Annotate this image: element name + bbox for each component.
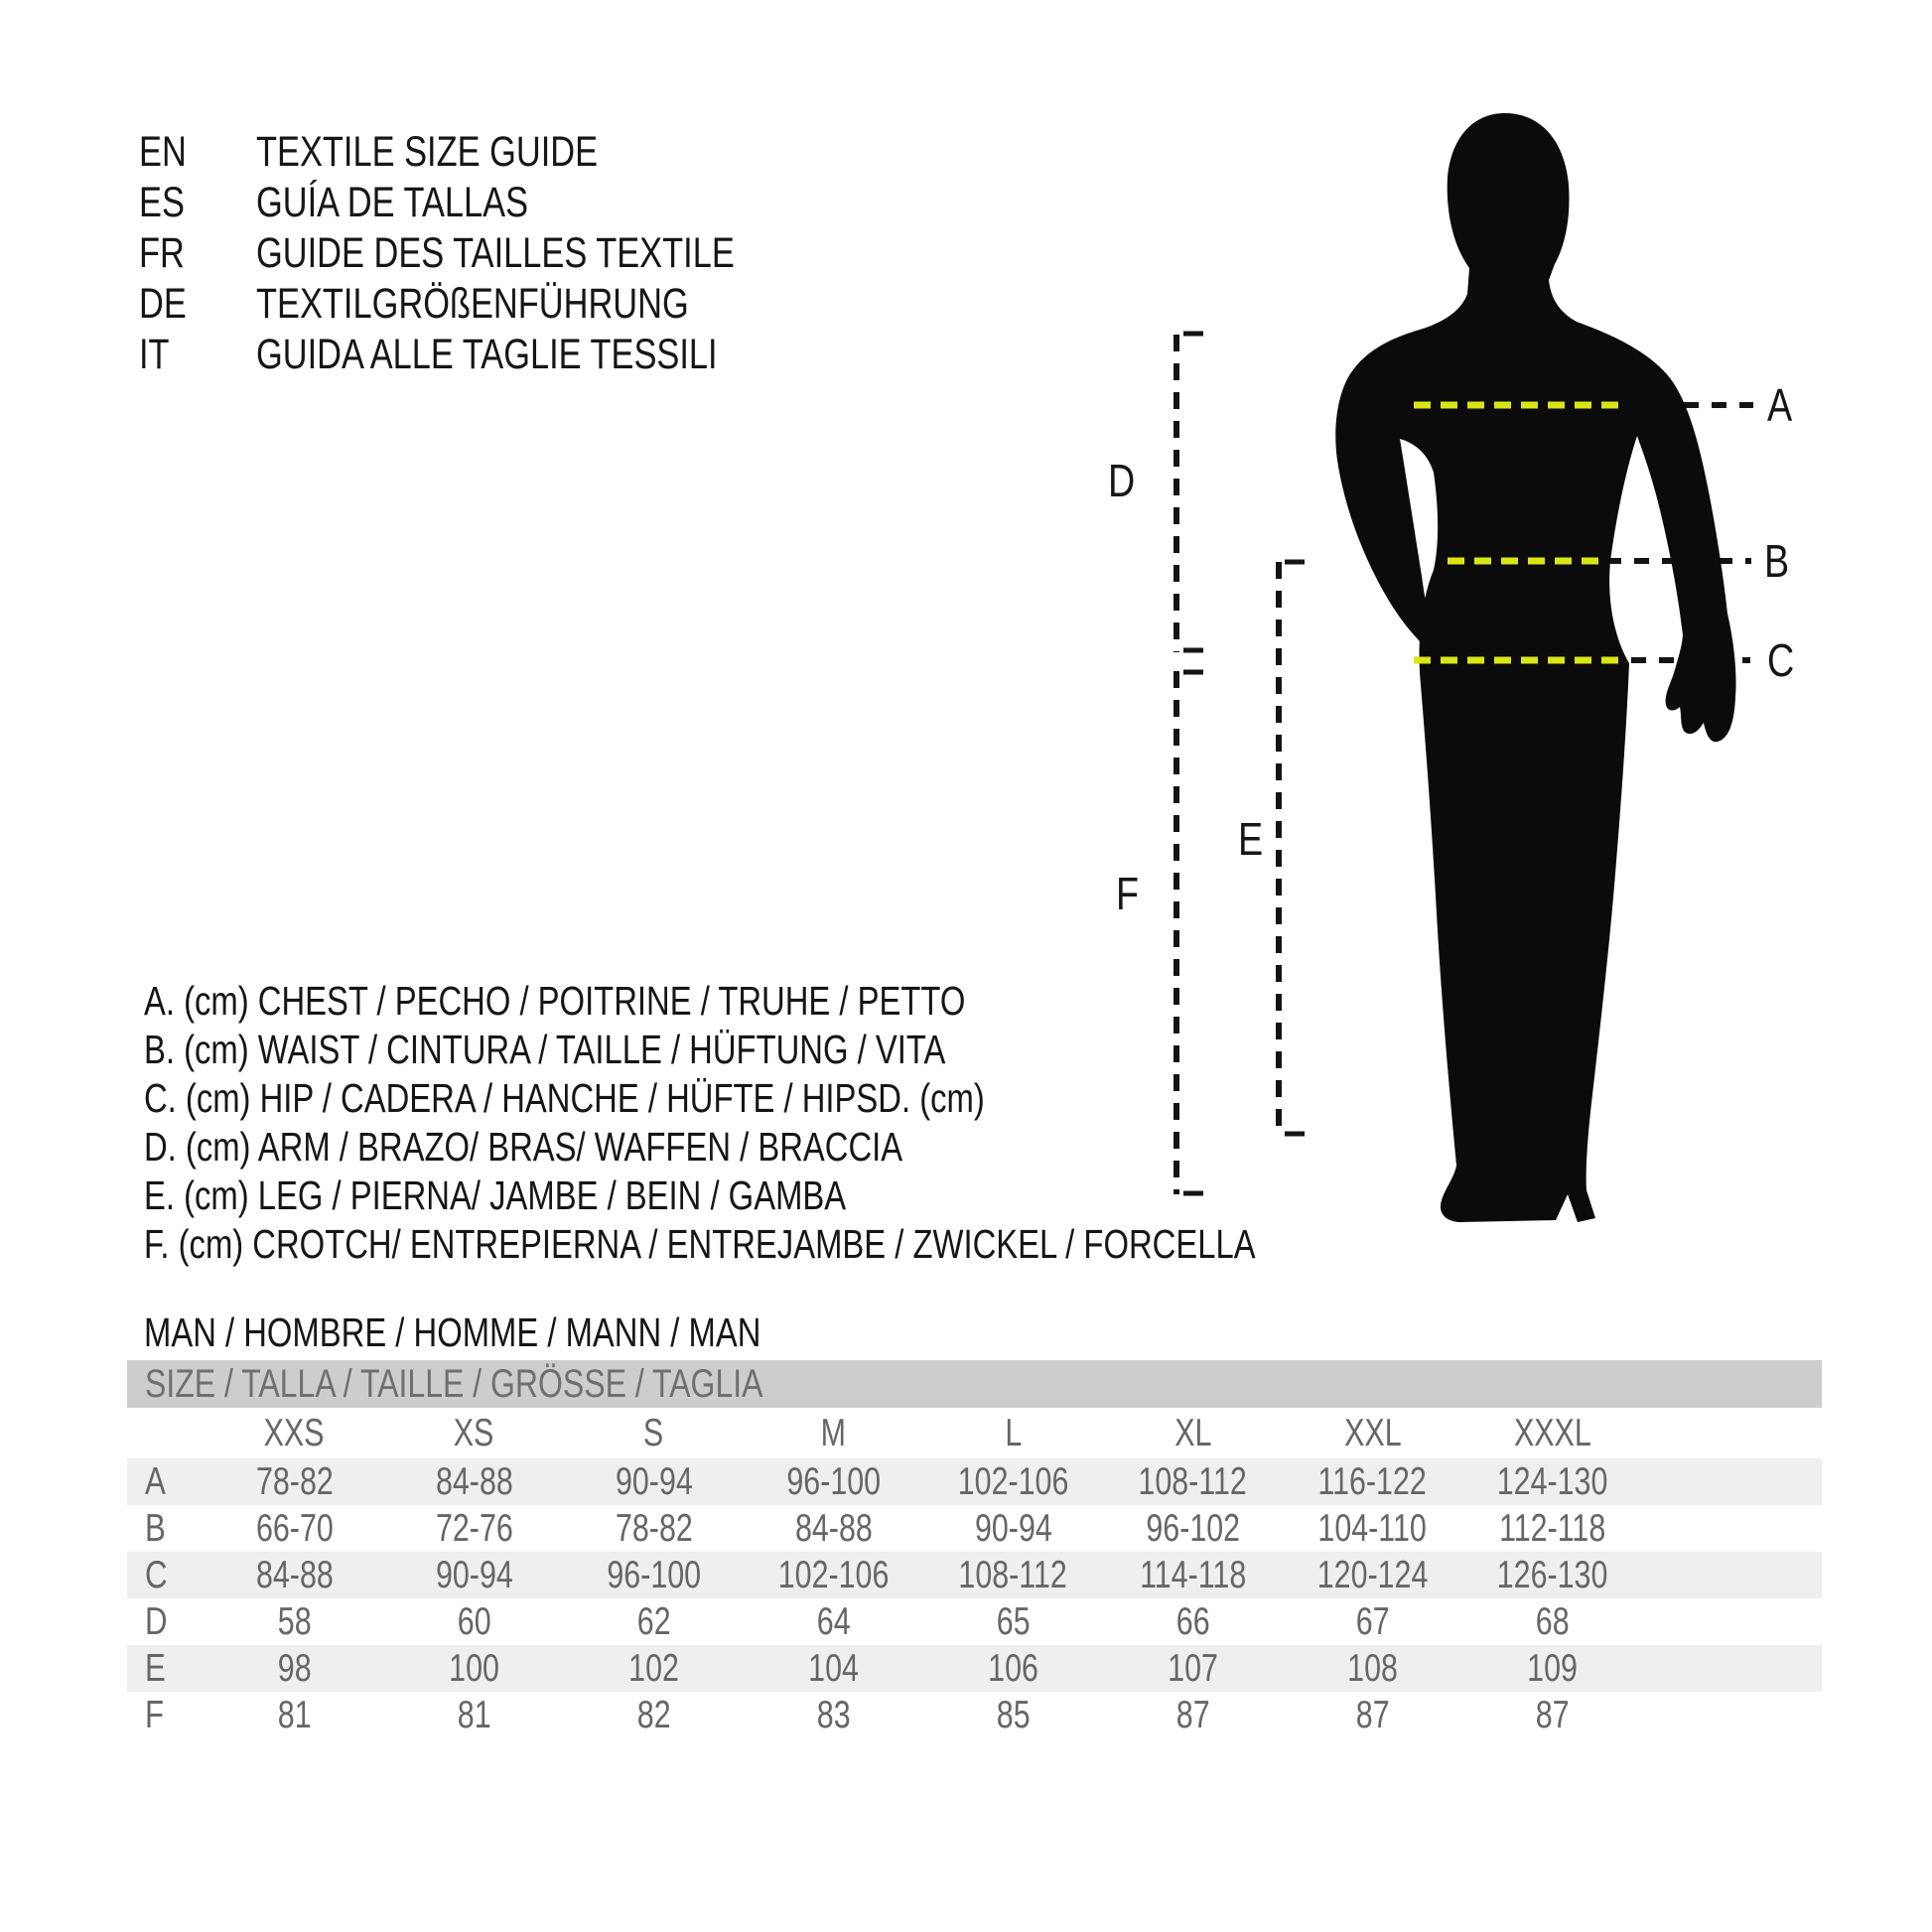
cell-C-s: 96-100 bbox=[607, 1553, 701, 1596]
size-table-title-bar bbox=[127, 1360, 1822, 1408]
row-key: F bbox=[145, 1693, 165, 1736]
cell-C-xs: 90-94 bbox=[435, 1553, 513, 1596]
table-row-C bbox=[127, 1552, 1822, 1598]
cell-A-xxxl: 124-130 bbox=[1496, 1459, 1608, 1503]
category-label: MAN / HOMBRE / HOMME / MANN / MAN bbox=[144, 1310, 761, 1355]
cell-E-s: 102 bbox=[628, 1646, 679, 1690]
legend-line-C: C. (cm) HIP / CADERA / HANCHE / HÜFTE / HIPSD. (cm) bbox=[144, 1075, 985, 1121]
diagram-label-E: E bbox=[1238, 813, 1264, 865]
row-key: D bbox=[145, 1599, 168, 1643]
cell-F-xs: 81 bbox=[457, 1693, 491, 1736]
cell-F-l: 85 bbox=[996, 1693, 1031, 1736]
table-row-E bbox=[127, 1645, 1822, 1692]
table-row-B bbox=[127, 1505, 1822, 1552]
row-key: B bbox=[145, 1506, 166, 1550]
cell-E-l: 106 bbox=[988, 1646, 1038, 1690]
size-col-header-l: L bbox=[1005, 1411, 1022, 1454]
cell-F-s: 82 bbox=[636, 1693, 671, 1736]
guide-title: TEXTILGRÖßENFÜHRUNG bbox=[256, 280, 689, 328]
cell-E-xxs: 98 bbox=[277, 1646, 312, 1690]
guide-title: GUÍA DE TALLAS bbox=[256, 179, 529, 226]
cell-B-l: 90-94 bbox=[974, 1506, 1052, 1550]
table-row-A bbox=[127, 1458, 1822, 1505]
size-table bbox=[127, 1360, 1822, 1738]
row-key: A bbox=[145, 1459, 166, 1503]
size-col-header-m: M bbox=[820, 1411, 847, 1454]
guide-title: TEXTILE SIZE GUIDE bbox=[256, 128, 599, 176]
cell-B-s: 78-82 bbox=[615, 1506, 693, 1550]
cell-B-xxxl: 112-118 bbox=[1498, 1506, 1606, 1550]
guide-title: GUIDA ALLE TAGLIE TESSILI bbox=[256, 331, 718, 378]
legend-line-E: E. (cm) LEG / PIERNA/ JAMBE / BEIN / GAMBA bbox=[144, 1173, 847, 1218]
cell-A-xxs: 78-82 bbox=[255, 1459, 334, 1503]
legend-line-F: F. (cm) CROTCH/ ENTREPIERNA / ENTREJAMBE / ZWICKEL / FORCELLA bbox=[144, 1221, 1256, 1267]
cell-D-xl: 66 bbox=[1175, 1599, 1210, 1643]
cell-A-xxl: 116-122 bbox=[1317, 1459, 1428, 1503]
cell-B-m: 84-88 bbox=[794, 1506, 873, 1550]
legend-line-A: A. (cm) CHEST / PECHO / POITRINE / TRUHE / PETTO bbox=[144, 978, 966, 1024]
diagram-label-B: B bbox=[1764, 535, 1790, 587]
diagram-label-C: C bbox=[1767, 634, 1795, 686]
cell-C-m: 102-106 bbox=[777, 1553, 890, 1596]
cell-F-m: 83 bbox=[816, 1693, 851, 1736]
legend-line-B: B. (cm) WAIST / CINTURA / TAILLE / HÜFTUNG / VITA bbox=[144, 1027, 946, 1072]
cell-E-xxl: 108 bbox=[1347, 1646, 1398, 1690]
cell-E-xl: 107 bbox=[1168, 1646, 1218, 1690]
cell-F-xl: 87 bbox=[1175, 1693, 1210, 1736]
legend-line-D: D. (cm) ARM / BRAZO/ BRAS/ WAFFEN / BRACCIA bbox=[144, 1124, 903, 1170]
cell-D-xxs: 58 bbox=[277, 1599, 312, 1643]
cell-B-xs: 72-76 bbox=[435, 1506, 513, 1550]
language-code: FR bbox=[139, 229, 185, 277]
cell-B-xl: 96-102 bbox=[1146, 1506, 1240, 1550]
cell-E-xxxl: 109 bbox=[1527, 1646, 1578, 1690]
cell-A-m: 96-100 bbox=[786, 1459, 881, 1503]
size-col-header-xxs: XXS bbox=[264, 1411, 325, 1454]
size-col-header-xl: XL bbox=[1173, 1411, 1212, 1454]
size-col-header-s: S bbox=[643, 1411, 664, 1454]
cell-D-s: 62 bbox=[636, 1599, 671, 1643]
language-code: EN bbox=[139, 128, 187, 176]
cell-F-xxl: 87 bbox=[1355, 1693, 1390, 1736]
language-code: DE bbox=[139, 280, 187, 328]
measurement-legend bbox=[144, 977, 1533, 1269]
language-code: IT bbox=[139, 331, 170, 378]
cell-C-l: 108-112 bbox=[958, 1553, 1068, 1596]
diagram-label-F: F bbox=[1116, 868, 1140, 919]
row-key: C bbox=[145, 1553, 168, 1596]
cell-C-xl: 114-118 bbox=[1139, 1553, 1247, 1596]
cell-B-xxl: 104-110 bbox=[1317, 1506, 1428, 1550]
cell-D-xxl: 67 bbox=[1355, 1599, 1390, 1643]
table-row-D bbox=[127, 1598, 1822, 1645]
cell-D-xxxl: 68 bbox=[1535, 1599, 1570, 1643]
cell-A-l: 102-106 bbox=[957, 1459, 1069, 1503]
size-col-header-xs: XS bbox=[454, 1411, 494, 1454]
cell-D-xs: 60 bbox=[457, 1599, 491, 1643]
row-key: E bbox=[145, 1646, 166, 1690]
table-row-F bbox=[127, 1692, 1822, 1738]
size-header-row bbox=[127, 1408, 1822, 1458]
language-code: ES bbox=[139, 179, 185, 226]
cell-F-xxs: 81 bbox=[277, 1693, 312, 1736]
cell-C-xxxl: 126-130 bbox=[1496, 1553, 1608, 1596]
size-col-header-xxl: XXL bbox=[1343, 1411, 1402, 1454]
cell-A-xl: 108-112 bbox=[1138, 1459, 1248, 1503]
diagram-label-D: D bbox=[1108, 455, 1136, 506]
cell-A-s: 90-94 bbox=[615, 1459, 693, 1503]
guide-title: GUIDE DES TAILLES TEXTILE bbox=[256, 229, 735, 277]
cell-C-xxl: 120-124 bbox=[1316, 1553, 1429, 1596]
cell-C-xxs: 84-88 bbox=[255, 1553, 334, 1596]
cell-D-l: 65 bbox=[996, 1599, 1031, 1643]
cell-E-xs: 100 bbox=[449, 1646, 499, 1690]
cell-A-xs: 84-88 bbox=[435, 1459, 513, 1503]
cell-E-m: 104 bbox=[808, 1646, 859, 1690]
cell-F-xxxl: 87 bbox=[1535, 1693, 1570, 1736]
size-col-header-xxxl: XXXL bbox=[1513, 1411, 1591, 1454]
cell-B-xxs: 66-70 bbox=[255, 1506, 334, 1550]
cell-D-m: 64 bbox=[816, 1599, 851, 1643]
diagram-label-A: A bbox=[1767, 379, 1793, 431]
size-table-title: SIZE / TALLA / TAILLE / GRÖSSE / TAGLIA bbox=[145, 1361, 763, 1406]
